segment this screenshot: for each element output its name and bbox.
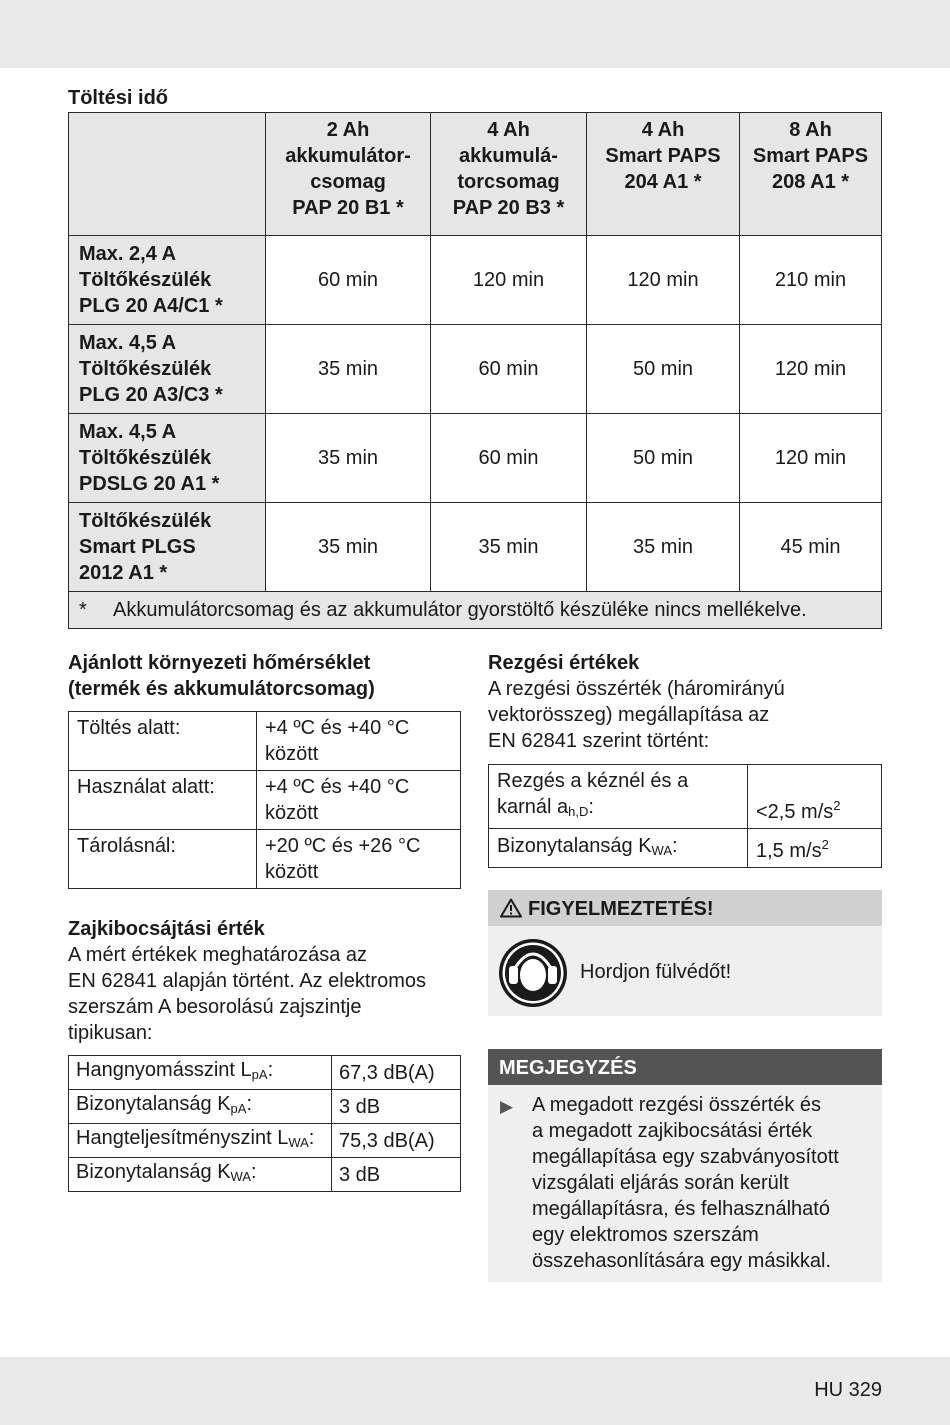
time-cell: 35 min	[266, 503, 431, 592]
note-text-line: egy elektromos szerszám	[532, 1224, 759, 1246]
table-row	[69, 1056, 461, 1090]
label-line: Töltőkészülék	[79, 510, 212, 532]
warning-text: Hordjon fülvédőt!	[580, 961, 732, 983]
value-line: között	[265, 802, 319, 824]
label-text: Bizonytalanság K	[76, 1093, 231, 1115]
time-cell: 60 min	[266, 236, 431, 325]
col-header-line: Smart PAPS	[752, 145, 869, 167]
ear-protection-icon	[498, 938, 568, 1008]
label-text: karnál a	[497, 796, 569, 818]
table-row	[69, 1090, 461, 1124]
vibration-value	[748, 829, 882, 868]
vibration-text-line: EN 62841 szerint történt:	[488, 730, 710, 752]
header-bar	[0, 0, 950, 68]
label-subscript: WA	[230, 1169, 252, 1184]
vibration-value	[748, 765, 882, 829]
time-cell: 35 min	[587, 503, 740, 592]
noise-table	[68, 1055, 461, 1192]
time-cell: 35 min	[266, 325, 431, 414]
time-cell: 120 min	[740, 325, 882, 414]
note-box	[488, 1049, 882, 1282]
value-text: 1,5 m/s	[756, 840, 822, 862]
battery-column-header	[587, 113, 740, 236]
time-cell: 120 min	[587, 236, 740, 325]
vibration-title: Rezgési értékek	[488, 652, 640, 674]
label-text: Bizonytalanság K	[497, 834, 652, 857]
time-cell: 45 min	[740, 503, 882, 592]
col-header-line: Smart PAPS	[605, 145, 721, 167]
note-text-line: megállapítása egy szabványosított	[532, 1146, 839, 1168]
time-cell: 50 min	[587, 325, 740, 414]
label-line: PDSLG 20 A1 *	[79, 473, 220, 495]
warning-title: FIGYELMEZTETÉS!	[528, 898, 714, 920]
charging-title: Töltési idő	[68, 87, 168, 109]
note-text-line: a megadott zajkibocsátási érték	[532, 1120, 813, 1142]
table-row	[69, 830, 461, 889]
noise-text-line: szerszám A besorolású zajszintje	[68, 996, 362, 1018]
temp-label: Töltés alatt:	[69, 712, 257, 771]
col-header-line: 208 A1 *	[771, 171, 850, 193]
label-line: Max. 4,5 A	[79, 421, 177, 443]
label-line: Töltőkészülék	[79, 447, 212, 469]
col-header-line: csomag	[310, 171, 386, 193]
label-colon: :	[251, 1161, 257, 1183]
col-header-line: PAP 20 B3 *	[452, 197, 565, 219]
note-text-line: összehasonlítására egy másikkal.	[532, 1250, 832, 1272]
value-line: +4 ºC és +40 °C	[265, 717, 410, 739]
charger-label	[69, 236, 266, 325]
note-text-line: vizsgálati eljárás során került	[532, 1172, 789, 1194]
label-line: PLG 20 A4/C1 *	[79, 295, 223, 317]
time-cell: 60 min	[431, 414, 587, 503]
battery-column-header	[266, 113, 431, 236]
footnote-mark: *	[79, 599, 87, 621]
footnote	[69, 592, 882, 629]
temp-label: Tárolásnál:	[69, 830, 257, 889]
noise-label	[69, 1090, 332, 1124]
charging-table	[68, 112, 882, 629]
label-line: Max. 4,5 A	[79, 332, 177, 354]
label-colon: :	[308, 1127, 315, 1149]
label-colon: :	[267, 1059, 274, 1081]
corner-cell	[69, 113, 266, 236]
noise-text-line: A mért értékek meghatározása az	[68, 944, 368, 966]
label-line: Rezgés a kéznél és a	[497, 770, 689, 792]
label-line: Max. 2,4 A	[79, 243, 177, 265]
value-line: között	[265, 743, 319, 765]
col-header-line: akkumulá-	[459, 145, 558, 167]
temp-value	[257, 771, 461, 830]
table-row	[69, 1158, 461, 1192]
table-row	[69, 712, 461, 771]
time-cell: 60 min	[431, 325, 587, 414]
time-cell: 210 min	[740, 236, 882, 325]
label-line: 2012 A1 *	[79, 562, 168, 584]
temperature-table	[68, 711, 461, 889]
time-cell: 35 min	[266, 414, 431, 503]
temp-value	[257, 712, 461, 771]
battery-column-header	[431, 113, 587, 236]
charger-label	[69, 325, 266, 414]
label-subscript: h,D	[568, 804, 589, 819]
table-row	[489, 765, 882, 829]
page-number: HU 329	[814, 1379, 882, 1401]
footnote-row	[69, 592, 882, 629]
col-header-line: akkumulátor-	[285, 145, 411, 167]
vibration-label	[489, 829, 748, 868]
battery-column-header	[740, 113, 882, 236]
table-row	[69, 236, 882, 325]
value-line: +20 ºC és +26 °C	[265, 835, 421, 857]
noise-value: 3 dB	[332, 1090, 461, 1124]
time-cell: 50 min	[587, 414, 740, 503]
value-line: között	[265, 861, 319, 883]
label-subscript: pA	[230, 1101, 247, 1116]
table-row	[69, 414, 882, 503]
col-header-line: PAP 20 B1 *	[292, 197, 404, 219]
col-header-line: 8 Ah	[789, 119, 832, 141]
noise-label	[69, 1158, 332, 1192]
vibration-text-line: A rezgési összérték (háromirányú	[488, 678, 785, 700]
label-line: Smart PLGS	[79, 536, 196, 558]
table-row	[69, 771, 461, 830]
noise-label	[69, 1056, 332, 1090]
time-cell: 120 min	[740, 414, 882, 503]
label-text: Hangnyomásszint L	[76, 1059, 252, 1081]
col-header-line: 4 Ah	[487, 119, 530, 141]
charger-label	[69, 414, 266, 503]
noise-section	[68, 916, 426, 1046]
label-line	[497, 794, 739, 825]
vibration-section	[488, 650, 785, 754]
value-superscript: 2	[833, 798, 841, 813]
value-text: <2,5 m/s	[756, 801, 834, 823]
bullet-arrow-icon: ▶	[500, 1097, 514, 1116]
table-row	[69, 325, 882, 414]
footer-bar	[0, 1357, 950, 1425]
value-superscript: 2	[821, 837, 829, 852]
noise-label	[69, 1124, 332, 1158]
vibration-text-line: vektorösszeg) megállapítása az	[488, 704, 770, 726]
noise-value: 67,3 dB(A)	[332, 1056, 461, 1090]
temp-value	[257, 830, 461, 889]
label-subscript: WA	[651, 842, 673, 858]
label-line: PLG 20 A3/C3 *	[79, 384, 223, 406]
note-header: MEGJEGYZÉS	[488, 1049, 882, 1085]
warning-header	[488, 890, 882, 926]
title-line: (termék és akkumulátorcsomag)	[68, 678, 375, 700]
note-text	[532, 1092, 839, 1274]
note-text-line: A megadott rezgési összérték és	[532, 1094, 822, 1116]
title-line: Ajánlott környezeti hőmérséklet	[68, 652, 371, 674]
table-row	[489, 829, 882, 868]
label-subscript: pA	[251, 1067, 268, 1082]
label-colon: :	[672, 834, 678, 857]
noise-value: 75,3 dB(A)	[332, 1124, 461, 1158]
col-header-line: 2 Ah	[326, 119, 370, 141]
value-line: +4 ºC és +40 °C	[265, 776, 410, 798]
vibration-table	[488, 764, 882, 868]
label-colon: :	[246, 1093, 253, 1115]
warning-box	[488, 890, 882, 1016]
noise-text-line: EN 62841 alapján történt. Az elektromos	[68, 970, 426, 992]
col-header-line: 204 A1 *	[624, 171, 702, 193]
noise-value: 3 dB	[332, 1158, 461, 1192]
col-header-line: 4 Ah	[641, 119, 685, 141]
label-line: Töltőkészülék	[79, 358, 212, 380]
label-text: Hangteljesítményszint L	[76, 1127, 289, 1149]
temperature-title	[68, 650, 375, 702]
warning-triangle-icon	[500, 898, 522, 918]
temp-label: Használat alatt:	[69, 771, 257, 830]
label-subscript: WA	[288, 1135, 309, 1150]
table-row	[69, 503, 882, 592]
footnote-text: Akkumulátorcsomag és az akkumulátor gyorstöltő készüléke nincs mellékelve.	[113, 599, 807, 621]
vibration-label	[489, 765, 748, 829]
note-text-line: megállapításra, és felhasználható	[532, 1198, 830, 1220]
noise-text-line: tipikusan:	[68, 1022, 153, 1044]
charger-label	[69, 503, 266, 592]
col-header-line: torcsomag	[457, 171, 560, 193]
charging-header-row	[69, 113, 882, 236]
noise-title: Zajkibocsájtási érték	[68, 918, 265, 940]
time-cell: 120 min	[431, 236, 587, 325]
table-row	[69, 1124, 461, 1158]
label-line: Töltőkészülék	[79, 269, 212, 291]
time-cell: 35 min	[431, 503, 587, 592]
label-text: Bizonytalanság K	[76, 1161, 231, 1183]
label-colon: :	[588, 796, 594, 818]
